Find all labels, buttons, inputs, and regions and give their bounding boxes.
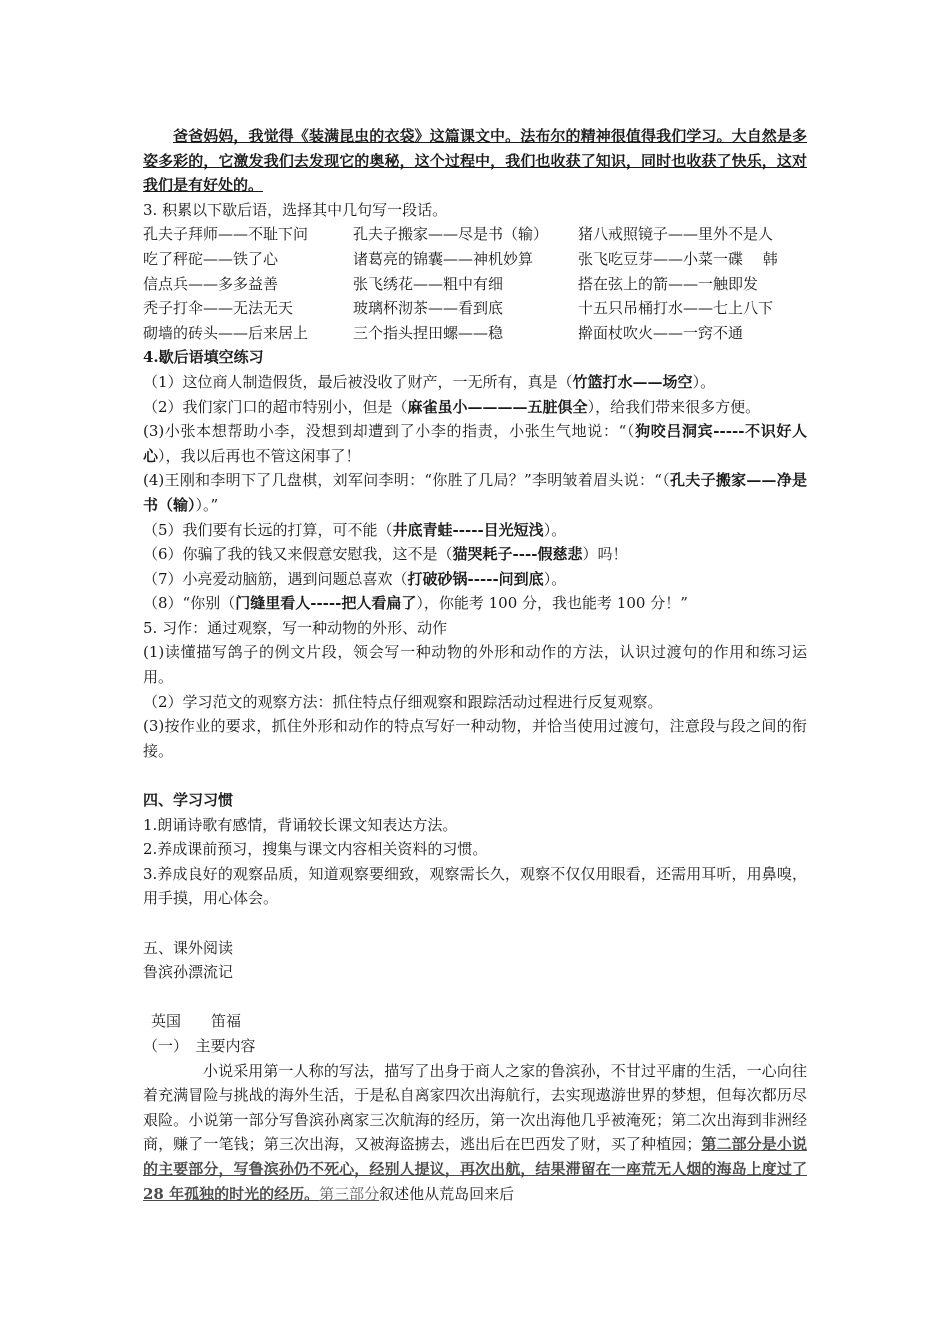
habit-item: 1.朗诵诗歌有感情，背诵较长课文知表达方法。 xyxy=(143,815,458,834)
xiehouyu-row xyxy=(143,296,807,321)
xiehouyu-item: 吃了秤砣——铁了心 xyxy=(143,249,279,268)
fill-blank-item: （6）你骗了我的钱又来假意安慰我，这不是（猫哭耗子----假慈悲）吗！ xyxy=(143,545,628,564)
spacer xyxy=(143,985,807,1010)
document-page xyxy=(143,124,807,1206)
part-three-label: 第三部分 xyxy=(319,1184,380,1203)
answer: 狗咬吕洞宾-----不识好人心 xyxy=(143,422,807,465)
q4-title: 4.歇后语填空练习 xyxy=(143,348,264,367)
answer: 孔夫子搬家——净是书（输） xyxy=(143,471,807,514)
fill-blank-item: （7）小亮爱动脑筋，遇到问题总喜欢（打破砂锅-----问到底）。 xyxy=(143,569,567,588)
spacer xyxy=(143,911,807,936)
fill-blank-item: （2）我们家门口的超市特别小，但是（麻雀虽小————五脏俱全），给我们带来很多方便。 xyxy=(143,397,761,416)
xiehouyu-row xyxy=(143,272,807,297)
xiehouyu-item: 秃子打伞——无法无天 xyxy=(143,299,294,318)
fill-blank-item: （5）我们要有长远的打算，可不能（井底青蛙-----目光短浅）。 xyxy=(143,520,567,539)
part-two-highlight: 第二部分是小说的主要部分，写鲁滨孙仍不死心，经别人提议，再次出航，结果滞留在一座荒无人烟的海岛上度过了 28 年孤独的时光的经历。 xyxy=(143,1135,807,1203)
fill-blank-item: (4)王刚和李明下了几盘棋，刘军问李明：“你胜了几局？”李明皱着眉头说：“（孔夫子搬家——净是书（输））。” xyxy=(143,471,807,514)
answer: 麻雀虽小————五脏俱全 xyxy=(407,397,588,416)
xiehouyu-item: 搭在弦上的箭——一触即发 xyxy=(578,274,759,293)
book-title: 鲁滨孙漂流记 xyxy=(143,963,234,982)
xiehouyu-item: 孔夫子拜师——不耻下问 xyxy=(143,225,309,244)
habits-title: 四、学习习惯 xyxy=(143,791,234,810)
book-author: 英国 笛福 xyxy=(151,1012,242,1031)
answer: 猫哭耗子----假慈悲 xyxy=(452,545,583,564)
q5-item: (1)读懂描写鸽子的例文片段，领会写一种动物的外形和动作的方法，认识过渡句的作用和练习运用。 xyxy=(143,643,807,687)
answer: 竹篮打水——场空 xyxy=(572,372,693,391)
q3-title: 3. 积累以下歇后语，选择其中几句写一段话。 xyxy=(143,200,448,219)
fill-blank-item: （1）这位商人制造假货，最后被没收了财产，一无所有，真是（竹篮打水——场空）。 xyxy=(143,372,716,391)
xiehouyu-row xyxy=(143,222,807,247)
xiehouyu-item: 擀面杖吹火——一窍不通 xyxy=(578,323,744,342)
xiehouyu-list xyxy=(143,222,807,345)
answer: 打破砂锅-----问到底 xyxy=(407,569,544,588)
reading-subtitle: （一） 主要内容 xyxy=(143,1036,256,1055)
xiehouyu-item: 孔夫子搬家——尽是书（输） xyxy=(353,225,549,244)
answer: 井底青蛙-----目光短浅 xyxy=(392,520,544,539)
q5-item: （2）学习范文的观察方法：抓住特点仔细观察和跟踪活动过程进行反复观察。 xyxy=(143,692,663,711)
xiehouyu-row xyxy=(143,247,807,272)
fill-blank-item: (3)小张本想帮助小李，没想到却遭到了小李的指责，小张生气地说：“（狗咬吕洞宾-----不识好人心），我以后再也不管这闲事了！ xyxy=(143,422,807,465)
fill-blank-item: （8）“你别（门缝里看人-----把人看扁了），你能考 100 分，我也能考 100 分！” xyxy=(143,594,688,613)
xiehouyu-item: 三个指头捏田螺——稳 xyxy=(353,323,504,342)
spacer xyxy=(143,763,807,788)
xiehouyu-item: 信点兵——多多益善 xyxy=(143,274,279,293)
q5-item: (3)按作业的要求，抓住外形和动作的特点写好一种动物，并恰当使用过渡句，注意段与段之间的衔接。 xyxy=(143,717,807,760)
answer: 门缝里看人-----把人看扁了 xyxy=(235,594,417,613)
opening-paragraph: 爸爸妈妈，我觉得《装满昆虫的衣袋》这篇课文中。法布尔的精神很值得我们学习。大自然是多姿多彩的，它激发我们去发现它的奥秘，这个过程中，我们也收获了知识，同时也收获了快乐，这对我们是有好处的。 xyxy=(143,127,807,195)
reading-title: 五、课外阅读 xyxy=(143,938,234,957)
xiehouyu-item: 诸葛亮的锦囊——神机妙算 xyxy=(353,249,534,268)
xiehouyu-item: 玻璃杯沏茶——看到底 xyxy=(353,299,504,318)
fill-blank-list xyxy=(143,370,807,616)
xiehouyu-item: 张飞吃豆芽——小菜一碟 韩 xyxy=(578,249,778,268)
habit-item: 2.养成课前预习，搜集与课文内容相关资料的习惯。 xyxy=(143,840,488,859)
habit-item: 3.养成良好的观察品质，知道观察要细致，观察需长久，观察不仅仅用眼看，还需用耳听，用鼻嗅，用手摸，用心体会。 xyxy=(143,864,807,908)
q5-title: 5. 习作：通过观察，写一种动物的外形、动作 xyxy=(143,618,448,637)
summary-paragraph: 小说采用第一人称的写法，描写了出身于商人之家的鲁滨孙，不甘过平庸的生活，一心向往着充满冒险与挑战的海外生活，于是私自离家四次出海航行，去实现遨游世界的梦想，但每次都历尽艰险。小说第一部分写鲁滨孙离家三次航海的经历，第一次出海他几乎被淹死；第二次出海到非洲经商，赚了一笔钱；第三次出海，又被海盗掳去，逃出后在巴西发了财，买了种植园；第二部分是小说的主要部分，写鲁滨孙仍不死心，经别人提议，再次出航，结果滞留在一座荒无人烟的海岛上度过了 28 年孤独的时光的经历。第三部分叙述他从荒岛回来后 xyxy=(143,1061,807,1203)
xiehouyu-row xyxy=(143,321,807,346)
xiehouyu-item: 砌墙的砖头——后来居上 xyxy=(143,323,309,342)
xiehouyu-item: 十五只吊桶打水——七上八下 xyxy=(578,299,774,318)
xiehouyu-item: 张飞绣花——粗中有细 xyxy=(353,274,504,293)
xiehouyu-item: 猪八戒照镜子——里外不是人 xyxy=(578,225,774,244)
